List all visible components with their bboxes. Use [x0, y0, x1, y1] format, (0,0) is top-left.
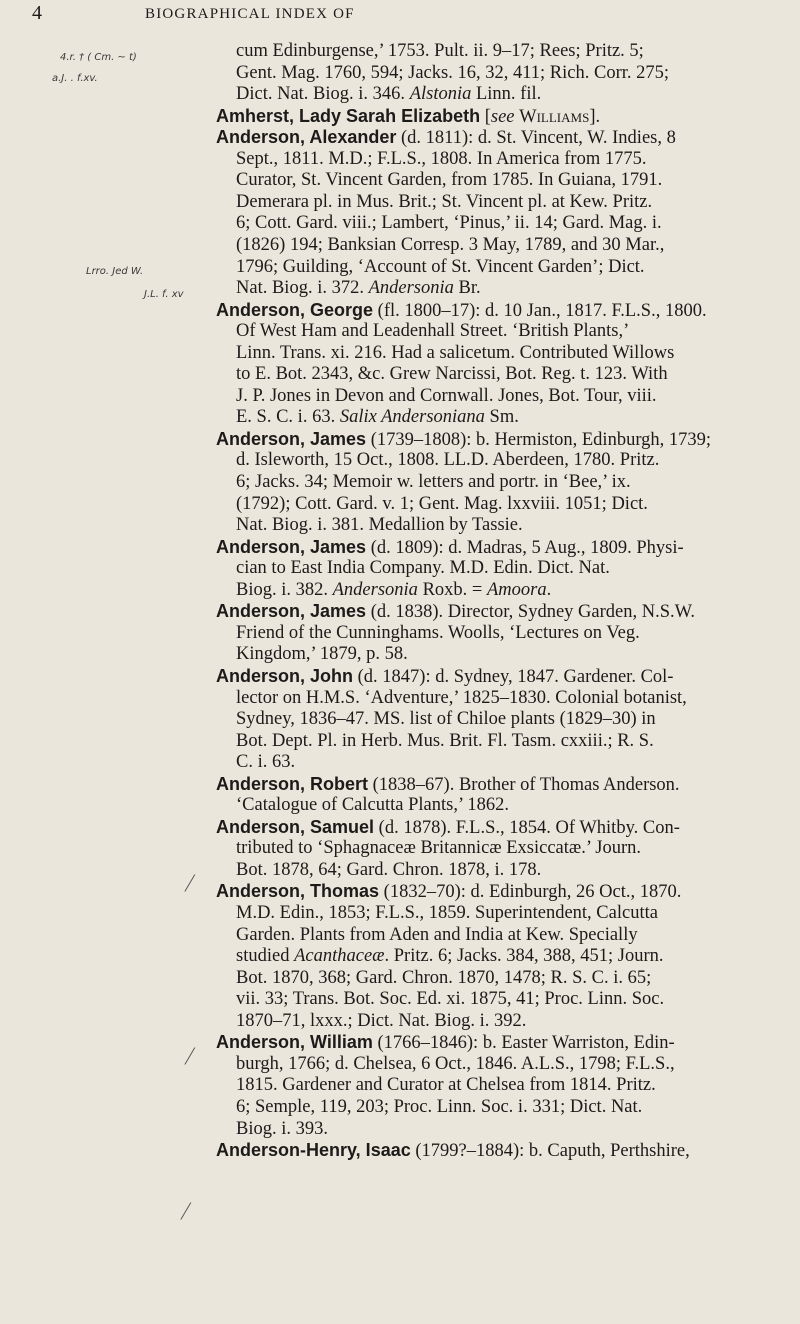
entry-continuation-line	[236, 1054, 675, 1076]
entry-name: Amherst, Lady Sarah Elizabeth	[216, 105, 481, 126]
entry-continuation-line	[236, 1119, 328, 1141]
entry-text: Biog. i. 393.	[236, 1118, 328, 1139]
entry-text: d. Isleworth, 15 Oct., 1808. LL.D. Aberdeen, 1780. Pritz.	[236, 450, 660, 471]
entry-continuation-line	[236, 623, 640, 645]
entry-text: tributed to ‘Sphagnaceæ Britannicæ Exsiccatæ.’ Journ.	[236, 838, 642, 859]
entry-text: Sept., 1811. M.D.; F.L.S., 1808. In America from 1775.	[236, 148, 647, 169]
page-number: 4	[32, 2, 42, 24]
entry-name: Anderson-Henry, Isaac	[216, 1140, 411, 1161]
entry-text: Andersonia	[368, 278, 454, 299]
entry-text: .	[546, 579, 552, 600]
margin-note: J.L. f. xv	[144, 289, 184, 300]
entry-first-line	[216, 106, 600, 129]
entry-continuation-line	[236, 386, 657, 408]
entry-continuation-line	[236, 860, 541, 882]
entry-continuation-line	[236, 235, 664, 257]
entry-text: (d. 1847): d. Sydney, 1847. Gardener. Col-	[353, 666, 674, 687]
entry-text: 1815. Gardener and Curator at Chelsea from 1814. Pritz.	[236, 1075, 656, 1096]
entry-text: Gent. Mag. 1760, 594; Jacks. 16, 32, 411; Rich. Corr. 275;	[236, 62, 670, 83]
entry-first-line	[216, 537, 684, 560]
entry-continuation-line	[236, 903, 658, 925]
entry-text: Nat. Biog. i. 381. Medallion by Tassie.	[236, 515, 523, 536]
entry-text: studied	[236, 946, 295, 967]
entry-text: Nat. Biog. i. 372.	[236, 278, 369, 299]
entry-text: (1792); Cott. Gard. v. 1; Gent. Mag. lxxviii. 1051; Dict.	[236, 493, 648, 514]
entry-name: Anderson, James	[216, 428, 367, 449]
entry-text: [	[480, 106, 491, 127]
entry-first-line	[216, 300, 707, 323]
margin-note: a.J. . f.xv.	[52, 73, 98, 84]
entry-continuation-line	[236, 472, 631, 494]
entry-first-line	[216, 1032, 675, 1055]
entry-text: Salix Andersoniana	[339, 407, 485, 428]
entry-text: ‘Catalogue of Calcutta Plants,’ 1862.	[236, 795, 509, 816]
entry-continuation-line	[236, 752, 295, 774]
entry-text: burgh, 1766; d. Chelsea, 6 Oct., 1846. A.L.S., 1798; F.L.S.,	[236, 1053, 675, 1074]
entry-first-line	[216, 601, 695, 624]
entry-name: Anderson, William	[216, 1032, 373, 1053]
check-mark-icon: ⁄	[188, 872, 192, 897]
entry-continuation-line	[236, 149, 646, 171]
entry-continuation-line	[236, 494, 648, 516]
entry-first-line	[216, 127, 676, 150]
entry-name: Anderson, Alexander	[216, 127, 397, 148]
entry-text: Garden. Plants from Aden and India at Kew. Specially	[236, 924, 638, 945]
entry-text: (1832–70): d. Edinburgh, 26 Oct., 1870.	[379, 882, 682, 903]
entry-text: Of West Ham and Leadenhall Street. ‘British Plants,’	[236, 321, 630, 342]
entry-continuation-line	[236, 731, 654, 753]
entry-name: Anderson, James	[216, 536, 367, 557]
entry-name: Anderson, James	[216, 601, 367, 622]
entry-text: Alstonia	[409, 84, 472, 105]
entry-text: Demerara pl. in Mus. Brit.; St. Vincent pl. at Kew. Pritz.	[236, 191, 653, 212]
entry-continuation-line	[236, 580, 551, 602]
entry-text: vii. 33; Trans. Bot. Soc. Ed. xi. 1875, 41; Proc. Linn. Soc.	[236, 989, 665, 1010]
entry-name: Anderson, Samuel	[216, 816, 375, 837]
entry-text: cian to East India Company. M.D. Edin. Dict. Nat.	[236, 558, 610, 579]
entry-continuation-line	[236, 364, 668, 386]
entry-text: (fl. 1800–17): d. 10 Jan., 1817. F.L.S., 1800.	[373, 300, 707, 321]
entry-first-line	[216, 881, 681, 904]
entry-text: Linn. fil.	[471, 84, 542, 105]
entry-first-line	[216, 774, 680, 797]
entry-continuation-line	[236, 321, 629, 343]
entry-text: Bot. 1870, 368; Gard. Chron. 1870, 1478; R. S. C. i. 65;	[236, 967, 652, 988]
entry-name: Anderson, John	[216, 665, 354, 686]
entry-text: Roxb. =	[417, 579, 487, 600]
entry-name: Anderson, George	[216, 299, 374, 320]
entry-text: C. i. 63.	[236, 752, 296, 773]
entry-text: Acanthaceæ	[294, 946, 385, 967]
entry-text: cum Edinburgense,’ 1753. Pult. ii. 9–17; Rees; Pritz. 5;	[236, 41, 644, 61]
entry-continuation-line	[236, 170, 662, 192]
check-mark-icon: ⁄	[188, 1045, 192, 1070]
entry-text: (1826) 194; Banksian Corresp. 3 May, 1789, and 30 Mar.,	[236, 234, 665, 255]
entry-text: Linn. Trans. xi. 216. Had a salicetum. Contributed Willows	[236, 342, 675, 363]
entry-continuation-line	[236, 63, 669, 85]
entry-first-line	[216, 1140, 690, 1163]
entry-text: Andersonia	[332, 579, 418, 600]
entry-text: (d. 1811): d. St. Vincent, W. Indies, 8	[396, 128, 676, 149]
entry-text: Amoora	[486, 579, 547, 600]
entry-text: ].	[589, 106, 601, 127]
entry-continuation-line	[236, 515, 523, 537]
entry-text: (d. 1838). Director, Sydney Garden, N.S.W.	[366, 602, 696, 623]
entry-continuation-line	[236, 558, 610, 580]
entry-text: 6; Cott. Gard. viii.; Lambert, ‘Pinus,’ ii. 14; Gard. Mag. i.	[236, 213, 662, 234]
entry-continuation-line	[236, 84, 541, 106]
entry-first-line	[216, 817, 680, 840]
entry-continuation-line	[236, 1075, 656, 1097]
entry-text: (1838–67). Brother of Thomas Anderson.	[368, 774, 680, 795]
entry-continuation-line	[236, 946, 664, 968]
entry-continuation-line	[236, 709, 656, 731]
entry-text: (1739–1808): b. Hermiston, Edinburgh, 1739;	[366, 429, 712, 450]
entry-text: E. S. C. i. 63.	[236, 407, 340, 428]
entry-text: (d. 1878). F.L.S., 1854. Of Whitby. Con-	[374, 817, 680, 838]
entry-text: (1799?–1884): b. Caputh, Perthshire,	[410, 1141, 690, 1162]
entry-name: Anderson, Thomas	[216, 881, 380, 902]
entry-text: lector on H.M.S. ‘Adventure,’ 1825–1830. Colonial botanist,	[236, 687, 687, 708]
entry-continuation-line	[236, 192, 652, 214]
entry-continuation-line	[236, 450, 659, 472]
entry-first-line	[216, 429, 711, 452]
running-head: BIOGRAPHICAL INDEX OF	[145, 6, 355, 22]
check-mark-icon: ⁄	[184, 1200, 188, 1225]
entry-continuation-line	[236, 343, 674, 365]
entry-text: Bot. 1878, 64; Gard. Chron. 1878, i. 178.	[236, 859, 542, 880]
margin-note: Lrro. Jed W.	[86, 266, 144, 277]
entry-continuation-line	[236, 278, 481, 300]
entry-continuation-line	[236, 257, 645, 279]
entry-text: Br.	[453, 278, 481, 299]
entry-continuation-line	[236, 644, 408, 666]
entry-continuation-line	[236, 968, 651, 990]
entry-name: Anderson, Robert	[216, 773, 369, 794]
entry-text: Sydney, 1836–47. MS. list of Chiloe plants (1829–30) in	[236, 709, 656, 730]
entry-continuation-line	[236, 989, 664, 1011]
entry-text: Bot. Dept. Pl. in Herb. Mus. Brit. Fl. Tasm. cxxiii.; R. S.	[236, 730, 654, 751]
margin-note: 4.r. † ( Cm. ~ t)	[60, 52, 137, 63]
entry-text: M.D. Edin., 1853; F.L.S., 1859. Superintendent, Calcutta	[236, 903, 658, 923]
entry-text: Dict. Nat. Biog. i. 346.	[236, 84, 410, 105]
entry-continuation-line	[236, 925, 638, 947]
entry-text: 6; Jacks. 34; Memoir w. letters and portr. in ‘Bee,’ ix.	[236, 472, 631, 492]
entry-text: Sm.	[484, 407, 519, 428]
entry-text: Friend of the Cunninghams. Woolls, ‘Lectures on Veg.	[236, 622, 640, 643]
entry-text: Williams	[519, 106, 590, 127]
entry-text: (1766–1846): b. Easter Warriston, Edin-	[372, 1033, 675, 1054]
entry-text: (d. 1809): d. Madras, 5 Aug., 1809. Physi-	[366, 537, 684, 558]
entry-continuation-line	[236, 41, 644, 63]
entry-continuation-line	[236, 795, 509, 817]
entry-text: Curator, St. Vincent Garden, from 1785. In Guiana, 1791.	[236, 170, 663, 191]
entry-text: 6; Semple, 119, 203; Proc. Linn. Soc. i. 331; Dict. Nat.	[236, 1096, 643, 1117]
entry-text: 1796; Guilding, ‘Account of St. Vincent Garden’; Dict.	[236, 256, 645, 277]
entry-text: Biog. i. 382.	[236, 579, 333, 600]
entry-text: J. P. Jones in Devon and Cornwall. Jones, Bot. Tour, viii.	[236, 385, 657, 406]
entry-continuation-line	[236, 688, 687, 710]
entry-text: . Pritz. 6; Jacks. 384, 388, 451; Journ.	[384, 946, 664, 967]
entry-text: see	[490, 106, 515, 127]
entry-continuation-line	[236, 407, 519, 429]
entry-text: 1870–71, lxxx.; Dict. Nat. Biog. i. 392.	[236, 1010, 527, 1031]
entry-first-line	[216, 666, 673, 689]
entry-text: Kingdom,’ 1879, p. 58.	[236, 644, 408, 665]
entry-continuation-line	[236, 1011, 526, 1033]
entry-continuation-line	[236, 838, 641, 860]
entry-text: to E. Bot. 2343, &c. Grew Narcissi, Bot. Reg. t. 123. With	[236, 364, 668, 385]
entry-continuation-line	[236, 213, 662, 235]
entry-continuation-line	[236, 1097, 642, 1119]
